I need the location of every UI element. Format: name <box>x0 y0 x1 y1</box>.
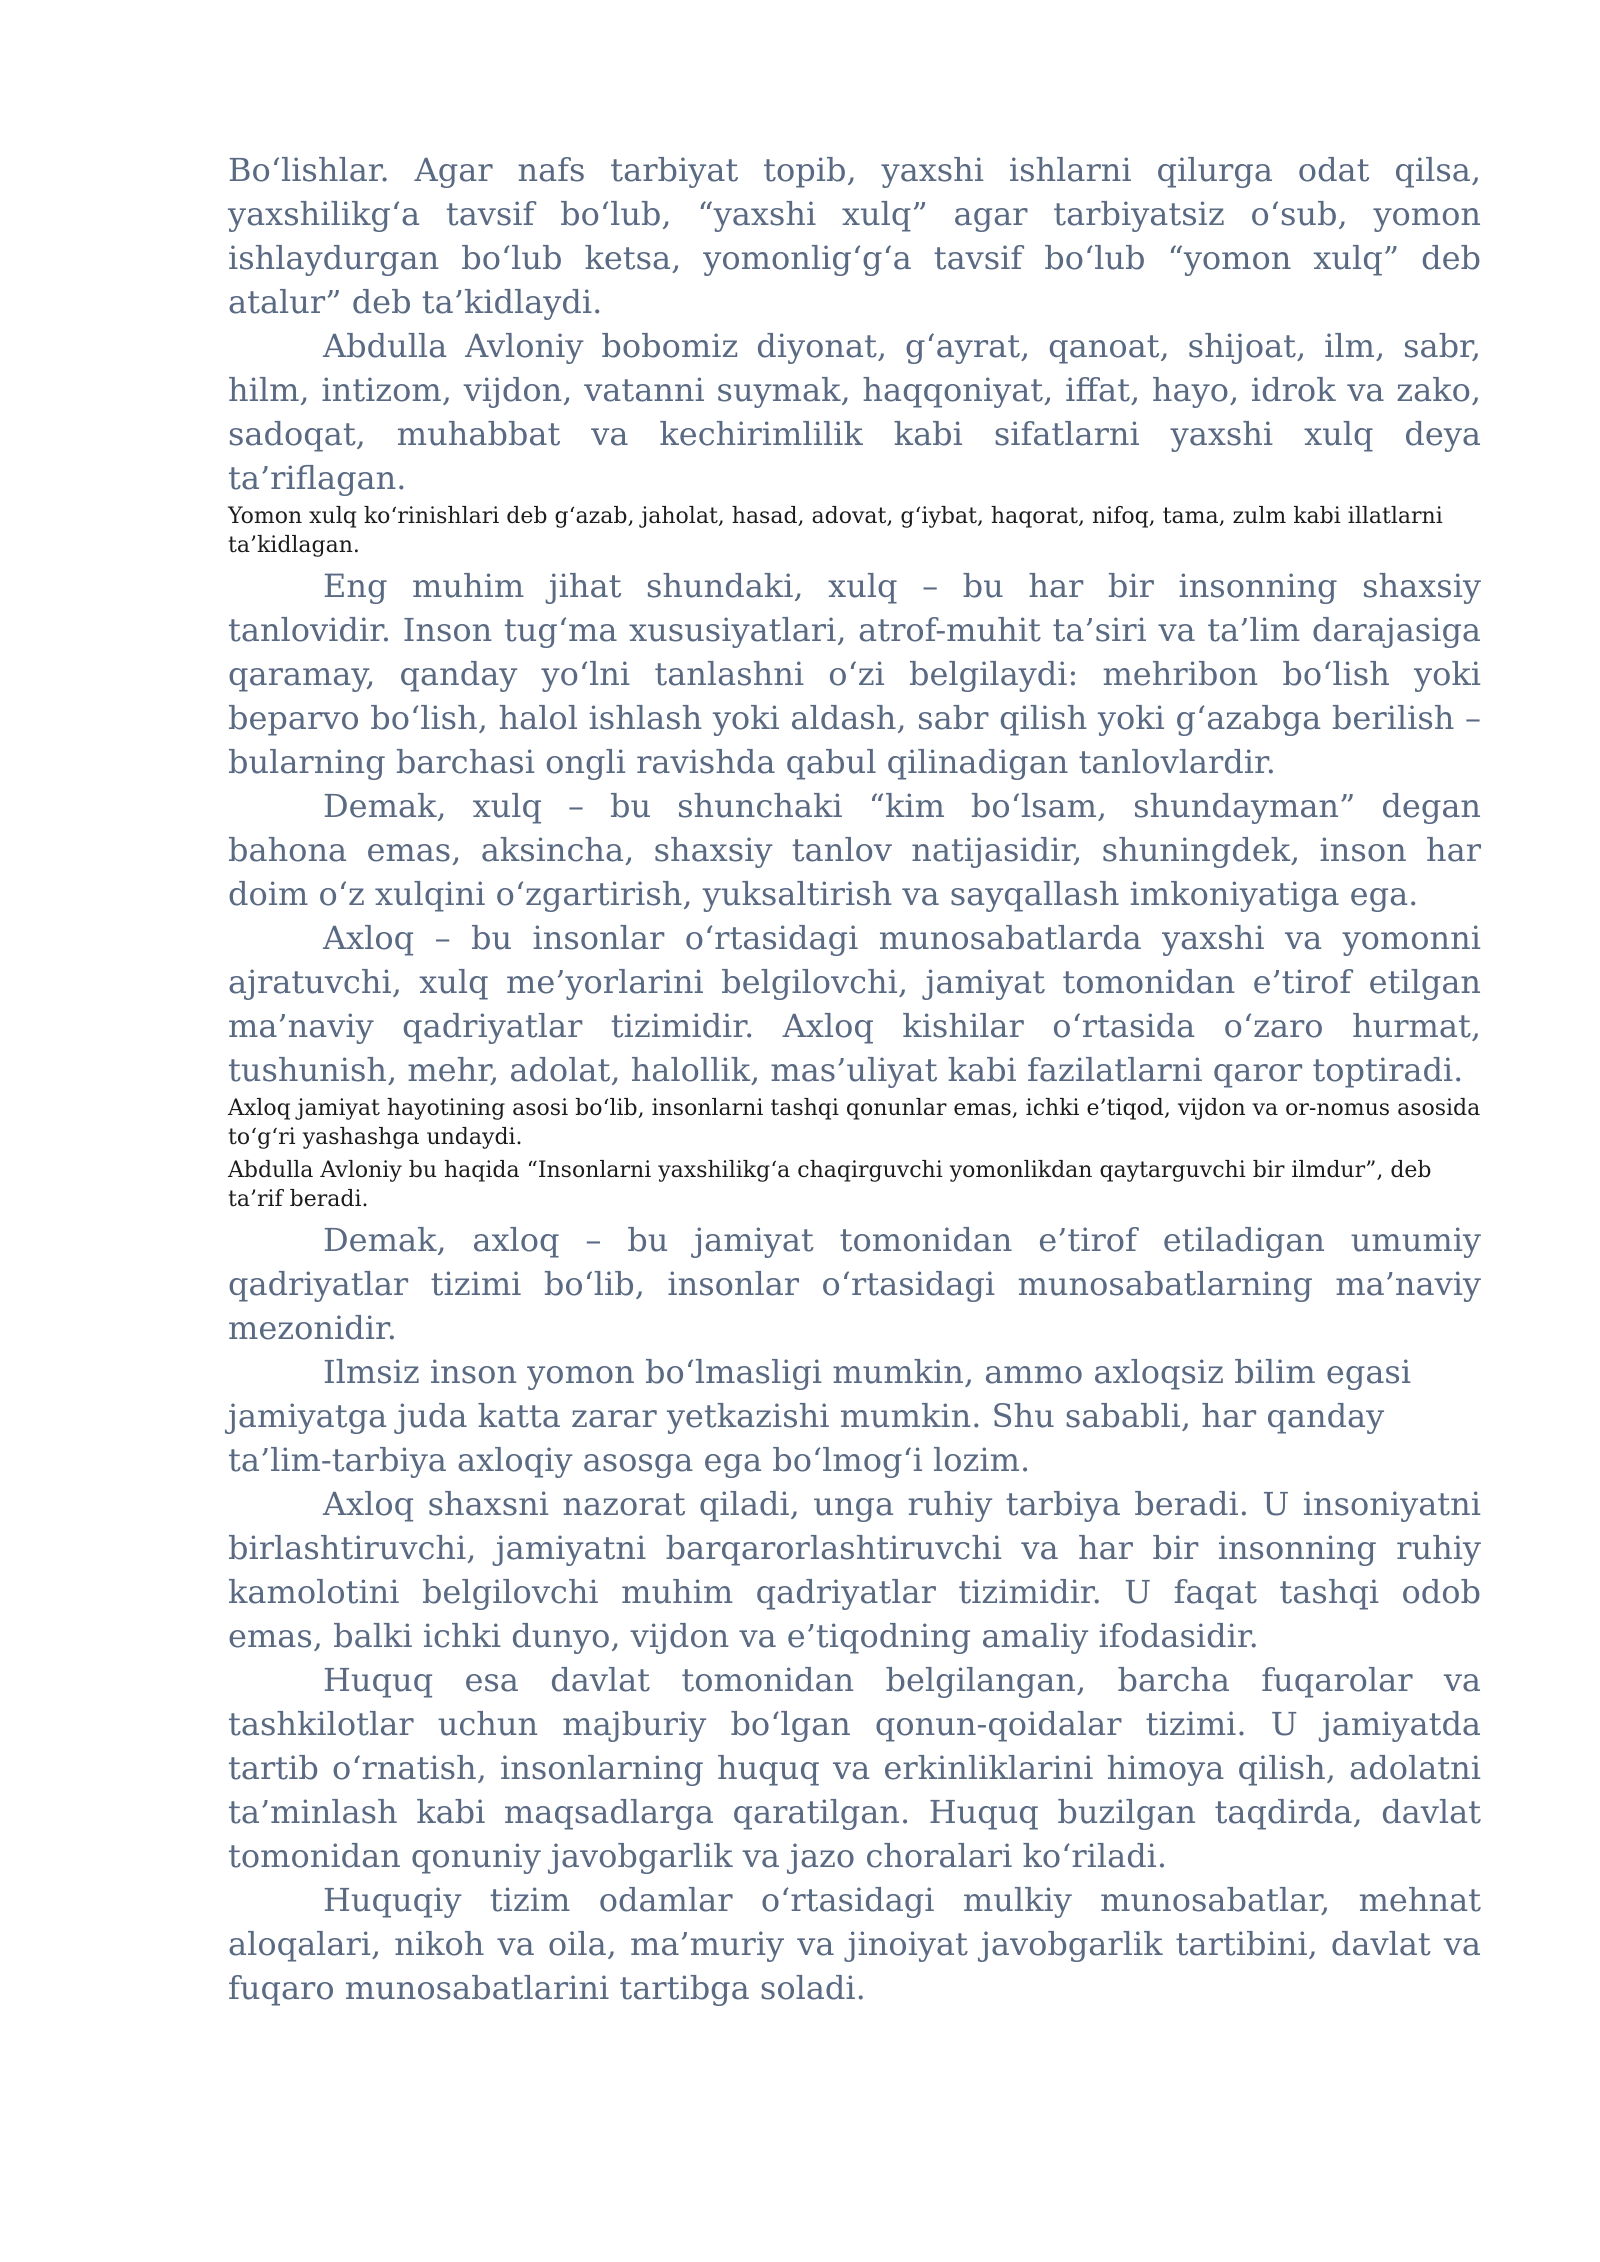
paragraph-9: Huquq esa davlat tomonidan belgilangan, barcha fuqarolar va tashkilotlar uchun majburiy bo‘lgan qonun-qoidalar tizimi. U jamiyatda tartib o‘rnatish, insonlarning huquq va erkinliklarini himoya qilish, adolatni ta’minlash kabi maqsadlarga qaratilgan. Huquq buzilgan taqdirda, davlat tomonidan qonuniy javobgarlik va jazo choralari ko‘riladi. <box>228 1661 1481 1875</box>
note-1: Yomon xulq ko‘rinishlari deb g‘azab, jaholat, hasad, adovat, g‘iybat, haqorat, nifoq, tama, zulm kabi illatlarni ta’kidlagan. <box>228 504 1443 558</box>
paragraph-3: Eng muhim jihat shundaki, xulq – bu har bir insonning shaxsiy tanlovidir. Inson tug‘ma xususiyatlari, atrof-muhit ta’siri va ta’lim darajasiga qaramay, qanday yo‘lni tanlashni o‘zi belgilaydi: mehribon bo‘lish yoki beparvo bo‘lish, halol ishlash yoki aldash, sabr qilish yoki g‘azabga berilish – bularning barchasi ongli ravishda qabul qilinadigan tanlovlardir. <box>228 567 1481 781</box>
paragraph-10: Huquqiy tizim odamlar o‘rtasidagi mulkiy munosabatlar, mehnat aloqalari, nikoh va oila, ma’muriy va jinoiyat javobgarlik tartibini, davlat va fuqaro munosabatlarini tartibga soladi. <box>228 1881 1481 2007</box>
note-3: Abdulla Avloniy bu haqida “Insonlarni yaxshilikg‘a chaqirguvchi yomonlikdan qaytarguvchi bir ilmdur”, deb ta’rif beradi. <box>228 1158 1432 1212</box>
paragraph-2: Abdulla Avloniy bobomiz diyonat, g‘ayrat, qanoat, shijoat, ilm, sabr, hilm, intizom, vijdon, vatanni suymak, haqqoniyat, iffat, hayo, idrok va zako, sadoqat, muhabbat va kechirimlilik kabi sifatlarni yaxshi xulq deya ta’riflagan. <box>228 327 1481 497</box>
paragraph-8: Axloq shaxsni nazorat qiladi, unga ruhiy tarbiya beradi. U insoniyatni birlashtiruvchi, jamiyatni barqarorlashtiruvchi va har bir insonning ruhiy kamolotini belgilovchi muhim qadriyatlar tizimidir. U faqat tashqi odob emas, balki ichki dunyo, vijdon va e’tiqodning amaliy ifodasidir. <box>228 1485 1481 1655</box>
document-page <box>228 148 1481 2010</box>
paragraph-5: Axloq – bu insonlar o‘rtasidagi munosabatlarda yaxshi va yomonni ajratuvchi, xulq me’yorlarini belgilovchi, jamiyat tomonidan e’tirof etilgan ma’naviy qadriyatlar tizimidir. Axloq kishilar o‘rtasida o‘zaro hurmat, tushunish, mehr, adolat, halollik, mas’uliyat kabi fazilatlarni qaror toptiradi. <box>228 919 1481 1089</box>
note-2: Axloq jamiyat hayotining asosi bo‘lib, insonlarni tashqi qonunlar emas, ichki e’tiqod, vijdon va or-nomus asosida to‘g‘ri yashashga undaydi. <box>228 1096 1481 1150</box>
paragraph-4: Demak, xulq – bu shunchaki “kim bo‘lsam, shundayman” degan bahona emas, aksincha, shaxsiy tanlov natijasidir, shuningdek, inson har doim o‘z xulqini o‘zgartirish, yuksaltirish va sayqallash imkoniyatiga ega. <box>228 787 1481 913</box>
paragraph-1: Bo‘lishlar. Agar nafs tarbiyat topib, yaxshi ishlarni qilurga odat qilsa, yaxshilikg‘a tavsif bo‘lub, “yaxshi xulq” agar tarbiyatsiz o‘sub, yomon ishlaydurgan bo‘lub ketsa, yomonlig‘g‘a tavsif bo‘lub “yomon xulq” deb atalur” deb ta’kidlaydi. <box>228 151 1481 321</box>
paragraph-7: Ilmsiz inson yomon bo‘lmasligi mumkin, ammo axloqsiz bilim egasi jamiyatga juda katta zarar yetkazishi mumkin. Shu sababli, har qanday ta’lim-tarbiya axloqiy asosga ega bo‘lmog‘i lozim. <box>228 1353 1412 1479</box>
paragraph-6: Demak, axloq – bu jamiyat tomonidan e’tirof etiladigan umumiy qadriyatlar tizimi bo‘lib, insonlar o‘rtasidagi munosabatlarning ma’naviy mezonidir. <box>228 1221 1481 1347</box>
